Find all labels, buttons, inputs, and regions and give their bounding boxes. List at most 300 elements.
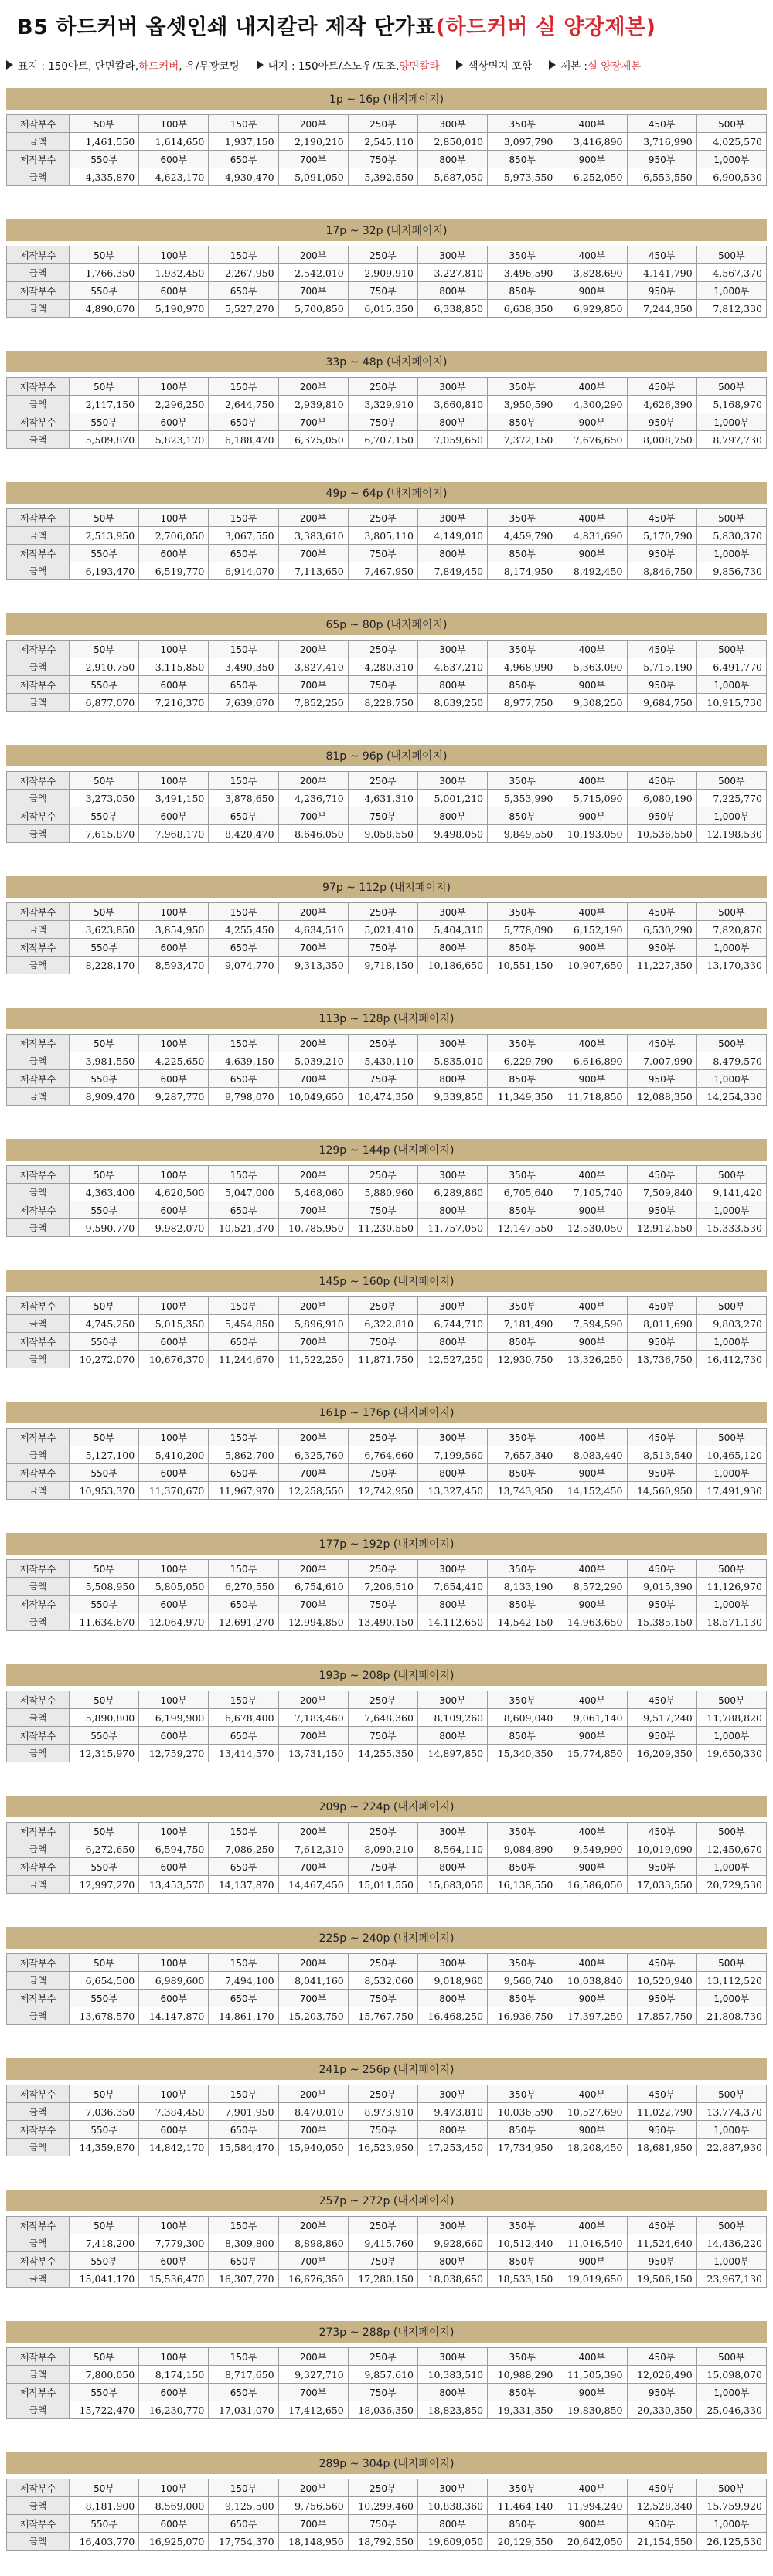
price-cell: 3,878,650 — [209, 790, 278, 807]
price-cell: 6,252,050 — [557, 168, 627, 186]
price-cell: 12,759,270 — [139, 1745, 209, 1762]
price-cell: 14,436,220 — [696, 2234, 766, 2252]
quantity-cell: 700부 — [278, 1858, 348, 1876]
price-section — [6, 1927, 767, 2051]
price-cell: 2,909,910 — [348, 264, 417, 282]
price-cell: 3,490,350 — [209, 658, 278, 676]
price-cell: 3,273,050 — [70, 790, 139, 807]
price-cell: 5,715,190 — [627, 658, 696, 676]
quantity-cell: 500부 — [696, 1035, 766, 1052]
price-cell: 20,129,550 — [488, 2533, 557, 2551]
price-cell: 3,981,550 — [70, 1052, 139, 1070]
price-cell: 10,838,360 — [417, 2497, 487, 2515]
quantity-cell: 50부 — [70, 378, 139, 396]
price-cell: 7,225,770 — [696, 790, 766, 807]
price-cell: 8,109,260 — [417, 1709, 487, 1727]
quantity-cell: 900부 — [557, 1464, 627, 1482]
quantity-cell: 950부 — [627, 1201, 696, 1219]
quantity-label: 제작부수 — [7, 903, 70, 921]
quantity-cell: 300부 — [417, 115, 487, 133]
quantity-cell: 150부 — [209, 1429, 278, 1446]
price-grid — [6, 1428, 767, 1500]
quantity-cell: 250부 — [348, 2479, 417, 2497]
quantity-row — [7, 1070, 767, 1088]
price-cell: 7,206,510 — [348, 1578, 417, 1596]
price-cell: 10,512,440 — [488, 2234, 557, 2252]
price-row — [7, 1482, 767, 1500]
price-cell: 10,272,070 — [70, 1351, 139, 1368]
price-cell: 11,718,850 — [557, 1088, 627, 1106]
price-cell: 7,812,330 — [696, 300, 766, 318]
quantity-cell: 650부 — [209, 1727, 278, 1745]
price-cell: 19,650,330 — [696, 1745, 766, 1762]
price-cell: 8,846,750 — [627, 562, 696, 580]
quantity-cell: 150부 — [209, 1297, 278, 1315]
quantity-row — [7, 151, 767, 168]
price-cell: 16,523,950 — [348, 2139, 417, 2156]
price-grid — [6, 1034, 767, 1106]
price-cell: 8,133,190 — [488, 1578, 557, 1596]
quantity-row — [7, 1954, 767, 1972]
quantity-cell: 850부 — [488, 2515, 557, 2533]
price-row — [7, 825, 767, 843]
section-header: 129p ~ 144p (내지페이지) — [6, 1139, 767, 1161]
spec-item — [456, 57, 532, 73]
quantity-cell: 200부 — [278, 1166, 348, 1184]
quantity-cell: 350부 — [488, 115, 557, 133]
price-cell: 4,620,500 — [139, 1184, 209, 1201]
quantity-cell: 250부 — [348, 1954, 417, 1972]
price-row — [7, 2234, 767, 2252]
price-cell: 7,199,560 — [417, 1446, 487, 1464]
price-cell: 6,322,810 — [348, 1315, 417, 1333]
quantity-cell: 400부 — [557, 509, 627, 527]
price-cell: 8,572,290 — [557, 1578, 627, 1596]
price-row — [7, 1446, 767, 1464]
quantity-cell: 250부 — [348, 1429, 417, 1446]
quantity-cell: 200부 — [278, 2085, 348, 2103]
quantity-cell: 100부 — [139, 509, 209, 527]
quantity-label: 제작부수 — [7, 2384, 70, 2401]
section-header: 113p ~ 128p (내지페이지) — [6, 1008, 767, 1029]
quantity-cell: 50부 — [70, 115, 139, 133]
quantity-row — [7, 1429, 767, 1446]
price-cell: 16,412,730 — [696, 1351, 766, 1368]
quantity-cell: 350부 — [488, 1560, 557, 1578]
price-row — [7, 264, 767, 282]
price-cell: 11,524,640 — [627, 2234, 696, 2252]
quantity-cell: 850부 — [488, 1333, 557, 1351]
quantity-cell: 550부 — [70, 2515, 139, 2533]
quantity-cell: 600부 — [139, 1858, 209, 1876]
price-grid — [6, 2216, 767, 2288]
price-cell: 3,097,790 — [488, 133, 557, 151]
price-row — [7, 527, 767, 545]
price-row — [7, 396, 767, 413]
price-cell: 7,113,650 — [278, 562, 348, 580]
price-cell: 5,015,350 — [139, 1315, 209, 1333]
quantity-cell: 400부 — [557, 2085, 627, 2103]
quantity-cell: 700부 — [278, 2515, 348, 2533]
quantity-row — [7, 1691, 767, 1709]
price-cell: 7,509,840 — [627, 1184, 696, 1201]
price-section — [6, 876, 767, 1000]
quantity-cell: 1,000부 — [696, 939, 766, 957]
section-header: 81p ~ 96p (내지페이지) — [6, 745, 767, 766]
price-cell: 10,907,650 — [557, 957, 627, 974]
price-cell: 8,898,860 — [278, 2234, 348, 2252]
quantity-cell: 250부 — [348, 641, 417, 658]
quantity-row — [7, 246, 767, 264]
price-row — [7, 658, 767, 676]
price-cell: 9,498,050 — [417, 825, 487, 843]
price-cell: 15,333,530 — [696, 1219, 766, 1237]
price-cell: 6,900,530 — [696, 168, 766, 186]
quantity-cell: 350부 — [488, 2085, 557, 2103]
price-cell: 7,181,490 — [488, 1315, 557, 1333]
quantity-cell: 800부 — [417, 1858, 487, 1876]
price-label: 금액 — [7, 2139, 70, 2156]
quantity-cell: 800부 — [417, 282, 487, 300]
quantity-cell: 400부 — [557, 1297, 627, 1315]
price-section — [6, 745, 767, 868]
price-cell: 16,403,770 — [70, 2533, 139, 2551]
price-cell: 9,339,850 — [417, 1088, 487, 1106]
page-title — [0, 0, 773, 49]
price-cell: 17,397,250 — [557, 2007, 627, 2025]
price-cell: 5,509,870 — [70, 431, 139, 449]
triangle-bullet-icon — [456, 60, 463, 70]
price-cell: 8,564,110 — [417, 1840, 487, 1858]
quantity-cell: 50부 — [70, 1429, 139, 1446]
quantity-label: 제작부수 — [7, 115, 70, 133]
quantity-cell: 700부 — [278, 676, 348, 694]
quantity-cell: 700부 — [278, 282, 348, 300]
price-grid — [6, 246, 767, 318]
price-cell: 17,253,450 — [417, 2139, 487, 2156]
quantity-cell: 350부 — [488, 509, 557, 527]
quantity-cell: 300부 — [417, 1823, 487, 1840]
quantity-cell: 500부 — [696, 1954, 766, 1972]
quantity-cell: 600부 — [139, 2121, 209, 2139]
price-cell: 4,831,690 — [557, 527, 627, 545]
quantity-cell: 950부 — [627, 807, 696, 825]
price-cell: 2,706,050 — [139, 527, 209, 545]
quantity-cell: 400부 — [557, 1166, 627, 1184]
spec-red: 하드커버 — [138, 60, 179, 73]
price-cell: 7,494,100 — [209, 1972, 278, 1990]
triangle-bullet-icon — [257, 60, 264, 70]
quantity-row — [7, 2217, 767, 2234]
price-cell: 7,779,300 — [139, 2234, 209, 2252]
price-cell: 14,842,170 — [139, 2139, 209, 2156]
price-cell: 14,255,350 — [348, 1745, 417, 1762]
quantity-cell: 650부 — [209, 413, 278, 431]
quantity-label: 제작부수 — [7, 1954, 70, 1972]
quantity-label: 제작부수 — [7, 1464, 70, 1482]
price-cell: 9,061,140 — [557, 1709, 627, 1727]
price-cell: 15,683,050 — [417, 1876, 487, 1894]
price-cell: 15,041,170 — [70, 2270, 139, 2288]
price-label: 금액 — [7, 694, 70, 712]
quantity-cell: 50부 — [70, 2479, 139, 2497]
quantity-cell: 650부 — [209, 282, 278, 300]
quantity-cell: 950부 — [627, 2252, 696, 2270]
quantity-cell: 750부 — [348, 1596, 417, 1613]
price-cell: 14,147,870 — [139, 2007, 209, 2025]
quantity-cell: 850부 — [488, 939, 557, 957]
price-cell: 7,639,670 — [209, 694, 278, 712]
price-label: 금액 — [7, 1876, 70, 1894]
price-cell: 4,225,650 — [139, 1052, 209, 1070]
price-cell: 4,567,370 — [696, 264, 766, 282]
price-cell: 7,612,310 — [278, 1840, 348, 1858]
price-cell: 19,506,150 — [627, 2270, 696, 2288]
price-cell: 4,141,790 — [627, 264, 696, 282]
quantity-row — [7, 413, 767, 431]
price-grid — [6, 2085, 767, 2156]
quantity-cell: 400부 — [557, 1691, 627, 1709]
price-cell: 5,353,990 — [488, 790, 557, 807]
price-cell: 18,681,950 — [627, 2139, 696, 2156]
price-cell: 15,098,070 — [696, 2366, 766, 2384]
quantity-cell: 900부 — [557, 151, 627, 168]
quantity-cell: 1,000부 — [696, 151, 766, 168]
price-cell: 15,774,850 — [557, 1745, 627, 1762]
price-cell: 18,792,550 — [348, 2533, 417, 2551]
triangle-bullet-icon — [549, 60, 556, 70]
price-cell: 4,890,670 — [70, 300, 139, 318]
price-cell: 5,168,970 — [696, 396, 766, 413]
quantity-cell: 50부 — [70, 1954, 139, 1972]
price-row — [7, 1088, 767, 1106]
quantity-cell: 900부 — [557, 2252, 627, 2270]
quantity-cell: 600부 — [139, 1333, 209, 1351]
quantity-label: 제작부수 — [7, 2217, 70, 2234]
price-cell: 13,678,570 — [70, 2007, 139, 2025]
price-cell: 21,808,730 — [696, 2007, 766, 2025]
price-cell: 8,174,150 — [139, 2366, 209, 2384]
quantity-cell: 450부 — [627, 509, 696, 527]
quantity-cell: 450부 — [627, 1166, 696, 1184]
quantity-cell: 350부 — [488, 1823, 557, 1840]
price-cell: 19,019,650 — [557, 2270, 627, 2288]
price-cell: 18,036,350 — [348, 2401, 417, 2419]
quantity-cell: 150부 — [209, 903, 278, 921]
price-row — [7, 562, 767, 580]
price-cell: 10,527,690 — [557, 2103, 627, 2121]
price-cell: 4,363,400 — [70, 1184, 139, 1201]
price-cell: 5,687,050 — [417, 168, 487, 186]
price-row — [7, 2497, 767, 2515]
price-label: 금액 — [7, 1088, 70, 1106]
price-cell: 4,623,170 — [139, 168, 209, 186]
quantity-cell: 350부 — [488, 2217, 557, 2234]
quantity-cell: 300부 — [417, 2217, 487, 2234]
price-row — [7, 1840, 767, 1858]
quantity-cell: 350부 — [488, 378, 557, 396]
quantity-cell: 350부 — [488, 1954, 557, 1972]
price-cell: 9,982,070 — [139, 1219, 209, 1237]
price-cell: 22,887,930 — [696, 2139, 766, 2156]
quantity-cell: 750부 — [348, 1201, 417, 1219]
quantity-label: 제작부수 — [7, 2479, 70, 2497]
price-cell: 10,676,370 — [139, 1351, 209, 1368]
price-cell: 4,930,470 — [209, 168, 278, 186]
price-label: 금액 — [7, 790, 70, 807]
price-cell: 6,193,470 — [70, 562, 139, 580]
quantity-cell: 450부 — [627, 1560, 696, 1578]
quantity-row — [7, 2348, 767, 2366]
price-cell: 3,623,850 — [70, 921, 139, 939]
quantity-row — [7, 115, 767, 133]
price-row — [7, 2270, 767, 2288]
quantity-cell: 950부 — [627, 413, 696, 431]
price-cell: 9,718,150 — [348, 957, 417, 974]
price-cell: 4,149,010 — [417, 527, 487, 545]
quantity-cell: 100부 — [139, 246, 209, 264]
price-cell: 7,800,050 — [70, 2366, 139, 2384]
quantity-cell: 750부 — [348, 807, 417, 825]
quantity-cell: 400부 — [557, 903, 627, 921]
quantity-cell: 700부 — [278, 1333, 348, 1351]
quantity-cell: 300부 — [417, 641, 487, 658]
quantity-cell: 350부 — [488, 1691, 557, 1709]
price-grid — [6, 771, 767, 843]
price-cell: 8,646,050 — [278, 825, 348, 843]
quantity-cell: 800부 — [417, 413, 487, 431]
price-cell: 3,950,590 — [488, 396, 557, 413]
price-cell: 6,289,860 — [417, 1184, 487, 1201]
quantity-cell: 950부 — [627, 2384, 696, 2401]
price-cell: 11,244,670 — [209, 1351, 278, 1368]
quantity-row — [7, 378, 767, 396]
price-cell: 13,736,750 — [627, 1351, 696, 1368]
price-cell: 16,586,050 — [557, 1876, 627, 1894]
price-cell: 8,083,440 — [557, 1446, 627, 1464]
quantity-cell: 600부 — [139, 1596, 209, 1613]
price-cell: 12,527,250 — [417, 1351, 487, 1368]
price-cell: 11,788,820 — [696, 1709, 766, 1727]
price-cell: 7,036,350 — [70, 2103, 139, 2121]
quantity-label: 제작부수 — [7, 282, 70, 300]
quantity-cell: 700부 — [278, 2384, 348, 2401]
price-cell: 8,011,690 — [627, 1315, 696, 1333]
price-cell: 13,743,950 — [488, 1482, 557, 1500]
quantity-cell: 700부 — [278, 939, 348, 957]
price-cell: 9,798,070 — [209, 1088, 278, 1106]
quantity-label: 제작부수 — [7, 2252, 70, 2270]
price-cell: 1,461,550 — [70, 133, 139, 151]
spec-red: 실 양장제본 — [587, 60, 642, 73]
price-cell: 19,830,850 — [557, 2401, 627, 2419]
quantity-cell: 600부 — [139, 545, 209, 562]
price-cell: 9,856,730 — [696, 562, 766, 580]
price-cell: 12,147,550 — [488, 1219, 557, 1237]
quantity-label: 제작부수 — [7, 676, 70, 694]
title-highlight: (하드커버 실 양장제본) — [435, 15, 656, 39]
quantity-cell: 650부 — [209, 676, 278, 694]
quantity-cell: 400부 — [557, 2348, 627, 2366]
price-cell: 18,533,150 — [488, 2270, 557, 2288]
price-cell: 6,707,150 — [348, 431, 417, 449]
quantity-label: 제작부수 — [7, 1560, 70, 1578]
price-cell: 15,203,750 — [278, 2007, 348, 2025]
quantity-cell: 300부 — [417, 509, 487, 527]
price-cell: 5,392,550 — [348, 168, 417, 186]
price-cell: 11,871,750 — [348, 1351, 417, 1368]
price-cell: 1,766,350 — [70, 264, 139, 282]
price-cell: 8,797,730 — [696, 431, 766, 449]
price-cell: 5,862,700 — [209, 1446, 278, 1464]
section-header: 161p ~ 176p (내지페이지) — [6, 1402, 767, 1423]
price-cell: 6,654,500 — [70, 1972, 139, 1990]
quantity-cell: 650부 — [209, 1333, 278, 1351]
price-cell: 17,754,370 — [209, 2533, 278, 2551]
price-cell: 10,049,650 — [278, 1088, 348, 1106]
quantity-cell: 650부 — [209, 1070, 278, 1088]
spec-prefix: 제본 : — [560, 60, 587, 73]
price-cell: 10,299,460 — [348, 2497, 417, 2515]
quantity-label: 제작부수 — [7, 641, 70, 658]
price-section — [6, 2190, 767, 2313]
price-cell: 6,272,650 — [70, 1840, 139, 1858]
price-label: 금액 — [7, 1052, 70, 1070]
quantity-cell: 750부 — [348, 1464, 417, 1482]
quantity-cell: 850부 — [488, 413, 557, 431]
price-cell: 17,031,070 — [209, 2401, 278, 2419]
section-header: 49p ~ 64p (내지페이지) — [6, 482, 767, 504]
quantity-label: 제작부수 — [7, 1858, 70, 1876]
quantity-cell: 1,000부 — [696, 1070, 766, 1088]
price-section — [6, 1796, 767, 1919]
price-cell: 7,216,370 — [139, 694, 209, 712]
quantity-cell: 550부 — [70, 1858, 139, 1876]
price-section — [6, 1664, 767, 1788]
quantity-label: 제작부수 — [7, 2121, 70, 2139]
price-cell: 11,022,790 — [627, 2103, 696, 2121]
quantity-cell: 500부 — [696, 1166, 766, 1184]
quantity-cell: 850부 — [488, 1070, 557, 1088]
quantity-cell: 500부 — [696, 2217, 766, 2234]
price-cell: 5,830,370 — [696, 527, 766, 545]
quantity-cell: 500부 — [696, 1560, 766, 1578]
quantity-cell: 1,000부 — [696, 2121, 766, 2139]
price-label: 금액 — [7, 2007, 70, 2025]
price-cell: 8,008,750 — [627, 431, 696, 449]
price-cell: 12,258,550 — [278, 1482, 348, 1500]
quantity-cell: 600부 — [139, 807, 209, 825]
quantity-row — [7, 1035, 767, 1052]
section-header: 273p ~ 288p (내지페이지) — [6, 2321, 767, 2343]
quantity-cell: 750부 — [348, 676, 417, 694]
price-label: 금액 — [7, 1482, 70, 1500]
quantity-cell: 500부 — [696, 1297, 766, 1315]
quantity-cell: 1,000부 — [696, 545, 766, 562]
section-header: 225p ~ 240p (내지페이지) — [6, 1927, 767, 1949]
quantity-cell: 200부 — [278, 509, 348, 527]
price-cell: 9,928,660 — [417, 2234, 487, 2252]
quantity-cell: 250부 — [348, 2085, 417, 2103]
price-cell: 19,609,050 — [417, 2533, 487, 2551]
price-cell: 3,827,410 — [278, 658, 348, 676]
quantity-cell: 300부 — [417, 1035, 487, 1052]
price-cell: 8,532,060 — [348, 1972, 417, 1990]
quantity-cell: 250부 — [348, 246, 417, 264]
price-cell: 12,528,340 — [627, 2497, 696, 2515]
quantity-cell: 850부 — [488, 2121, 557, 2139]
quantity-cell: 150부 — [209, 772, 278, 790]
